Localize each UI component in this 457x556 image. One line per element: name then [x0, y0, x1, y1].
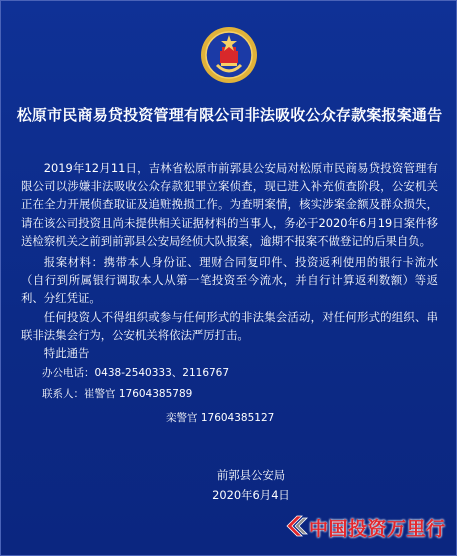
watermark — [283, 511, 453, 541]
closing-line: 特此通告 — [43, 346, 90, 361]
phone-line: 办公电话：0438-2540333、2116767 — [42, 367, 230, 380]
issue-date: 2020年6月4日 — [212, 488, 290, 502]
notice-body — [21, 159, 438, 427]
paragraph-materials: 报案材料：携带本人身份证、理财合同复印件、投资返利使用的银行卡流水（自行到所属银行调取本人从第一笔投资至今流水，并自行计算返利数额）等返利、分红凭证。 — [21, 255, 438, 306]
watermark-text: 中国投资万里行 — [309, 518, 446, 540]
contact-line-primary: 联系人：崔警官 17604385789 — [42, 388, 193, 401]
chevron-logo-icon — [283, 513, 309, 539]
issuer-name: 前郭县公安局 — [216, 468, 286, 482]
page-title: 松原市民商易贷投资管理有限公司非法吸收公众存款案报案通告 — [16, 106, 443, 124]
paragraph-intro: 2019年12月11日，吉林省松原市前郭县公安局对松原市民商易贷投资管理有限公司以涉嫌非法吸收公众存款犯罪立案侦查，现已进入补充侦查阶段，公安机关正在全力开展侦查取证及追赃挽损工作。为查明案情，核实涉案金额及群众损失，请在该公司投资且尚未提供相关证据材料的当事人，务必于2020年6月19日案件移送检察机关之前到前郭县公安局经侦大队报案，逾期不报案不做登记的后果自负。 — [21, 161, 438, 248]
police-emblem-icon — [199, 25, 259, 85]
paragraph-warning: 任何投资人不得组织或参与任何形式的非法集会活动，对任何形式的组织、串联非法集会行为，公安机关将依法严厉打击。 — [21, 309, 438, 342]
contact-line-secondary: 栾警官 17604385127 — [166, 411, 275, 424]
